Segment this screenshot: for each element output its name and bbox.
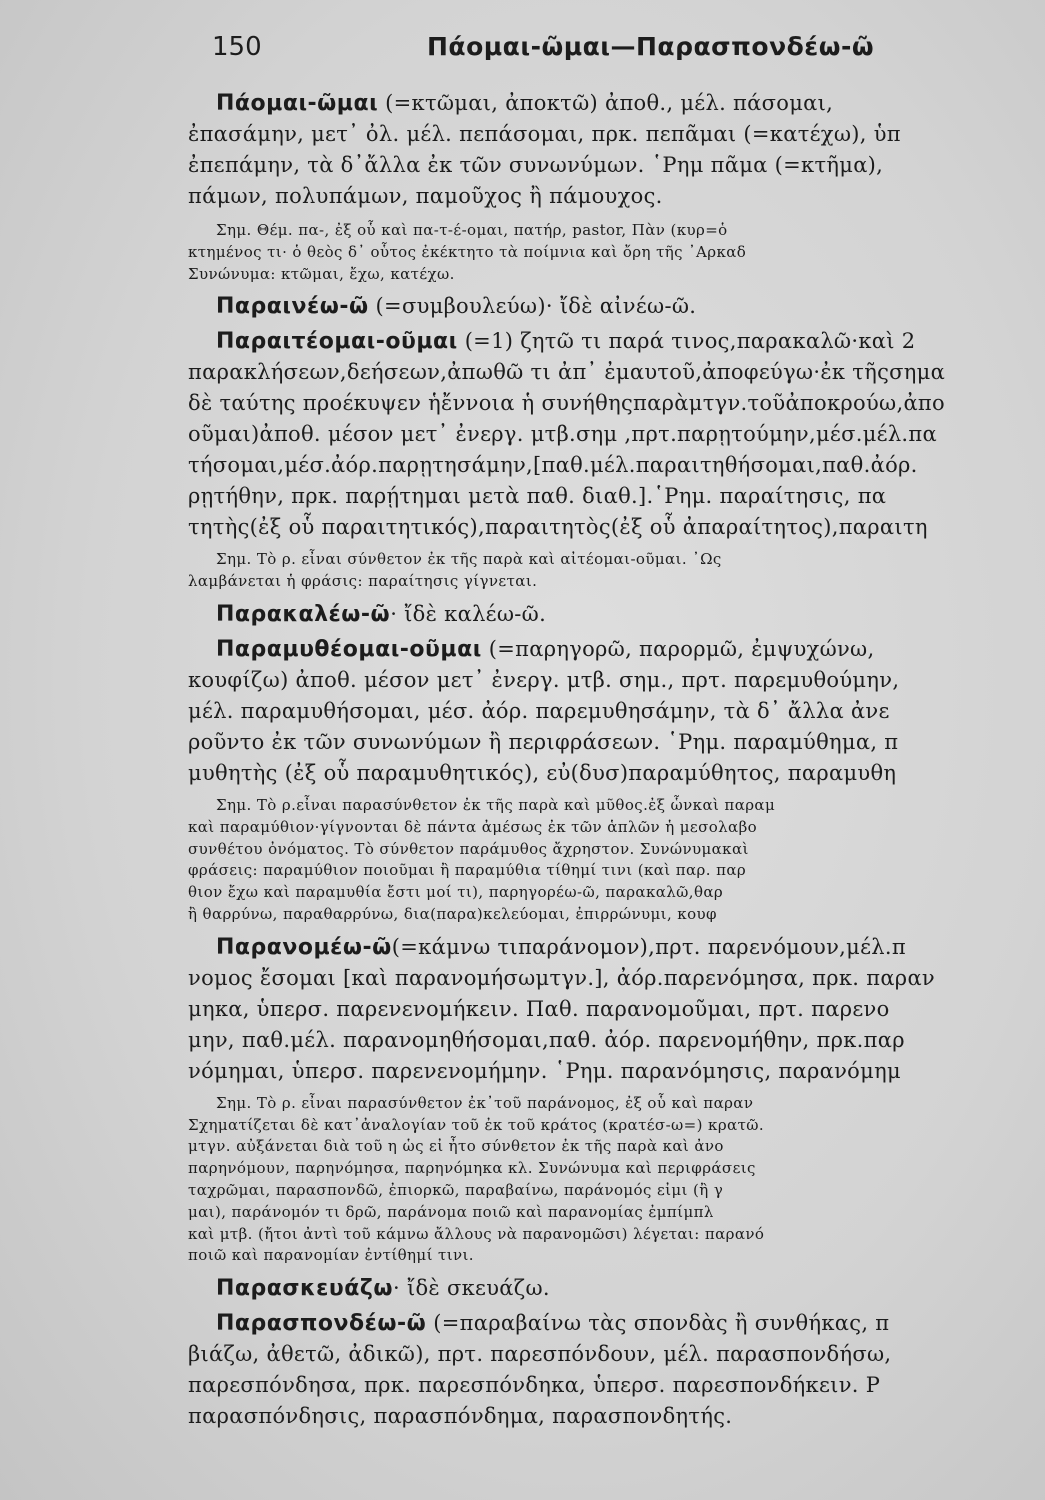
dictionary-entry — [188, 88, 1045, 212]
entry-line: ροῦντο ἐκ τῶν συνωνύμων ἢ περιφράσεων. ῾Ρημ. παραμύθημα, π — [188, 729, 899, 754]
note-line: ταχρῶμαι, παρασπονδῶ, ἐπιορκῶ, παραβαίνω, παράνομός εἰμι (ἢ γ — [188, 1180, 724, 1199]
note-line: παρηνόμουν, παρηνόμησα, παρηνόμηκα κλ. Συνώνυμα καὶ περιφράσεις — [188, 1159, 756, 1178]
note-line: Σημ. Τὸ ρ. εἶναι σύνθετον ἐκ τῆς παρὰ καὶ αἰτέομαι-οῦμαι. ᾽Ως — [216, 550, 722, 569]
dictionary-entry — [188, 1308, 1045, 1432]
entry-line: νομος ἔσομαι [καὶ παρανομήσωμτγν.], ἀόρ.παρενόμησα, πρκ. παραν — [188, 965, 935, 990]
running-head: Πάομαι-ῶμαι—Παρασπονδέω-ῶ — [427, 32, 875, 61]
headword: Παρακαλέω-ῶ — [216, 601, 391, 627]
entry-text: (=1) ζητῶ τι παρά τινος,παρακαλῶ·καὶ 2 — [457, 329, 916, 354]
entry-line: κουφίζω) ἀποθ. μέσον μετ᾽ ἐνεργ. μτβ. σημ., πρτ. παρεμυθούμην, — [188, 667, 900, 692]
note-line: καὶ μτβ. (ἤτοι ἀντὶ τοῦ κάμνω ἄλλους νὰ παρανομῶσι) λέγεται: παρανό — [188, 1224, 765, 1243]
entry-text: (=κάμνω τιπαράνομον),πρτ. παρενόμουν,μέλ.π — [391, 934, 906, 959]
note-line: μτγν. αὐξάνεται διὰ τοῦ η ὡς εἰ ἦτο σύνθετον ἐκ τῆς παρὰ καὶ ἀνο — [188, 1137, 724, 1156]
entry-line: τήσομαι,μέσ.ἀόρ.παρῃτησάμην,[παθ.μέλ.παραιτηθήσομαι,παθ.ἀόρ. — [188, 453, 918, 478]
note-line: φράσεις: παραμύθιον ποιοῦμαι ἢ παραμύθια τίθημί τινι (καὶ παρ. παρ — [188, 861, 747, 880]
entry-line: βιάζω, ἀθετῶ, ἀδικῶ), πρτ. παρεσπόνδουν, μέλ. παρασπονδήσω, — [188, 1342, 892, 1367]
note-line: Σημ. Τὸ ρ.εἶναι παρασύνθετον ἐκ τῆς παρὰ καὶ μῦθος.ἐξ ὧνκαὶ παραμ — [216, 795, 776, 814]
entry-line: παρεσπόνδησα, πρκ. παρεσπόνδηκα, ὑπερσ. παρεσπονδήκειν. Ρ — [188, 1373, 881, 1398]
headword: Παρασκευάζω — [216, 1276, 393, 1302]
dictionary-entry — [188, 932, 1045, 1087]
note-line: Σημ. Θέμ. πα-, ἐξ οὗ καὶ πα-τ-έ-ομαι, πατήρ, pastor, Πὰν (κυρ=ὁ — [216, 221, 728, 239]
entry-line: παρασπόνδησις, παρασπόνδημα, παρασπονδητής. — [188, 1404, 733, 1429]
headword: Πάομαι-ῶμαι — [216, 91, 379, 116]
entry-line: οῦμαι)ἀποθ. μέσον μετ᾽ ἐνεργ. μτβ.σημ ,πρτ.παρῃτούμην,μέσ.μέλ.πα — [188, 422, 937, 447]
note-line: ἢ θαρρύνω, παραθαρρύνω, δια(παρα)κελεύομαι, ἐπιρρώνυμι, κουφ — [188, 904, 717, 923]
page-body — [188, 84, 1045, 1484]
entry-line: νόμημαι, ὑπερσ. παρενενομήμην. ῾Ρημ. παρανόμησις, παρανόμημ — [188, 1058, 901, 1083]
headword: Παραινέω-ῶ — [216, 294, 369, 320]
entry-text: (=συμβουλεύω)· ἴδὲ αἰνέω-ῶ. — [368, 294, 697, 319]
page-number: 150 — [212, 32, 262, 62]
etymology-note — [188, 549, 1045, 593]
etymology-note — [188, 795, 1045, 926]
entry-line: μηκα, ὑπερσ. παρενενομήκειν. Παθ. παρανομοῦμαι, πρτ. παρενο — [188, 996, 890, 1021]
note-line: ποιῶ καὶ παρανομίαν ἐντίθημί τινι. — [188, 1246, 474, 1265]
entry-line: ἐπασάμην, μετ᾽ ὀλ. μέλ. πεπάσομαι, πρκ. πεπᾶμαι (=κατέχω), ὑπ — [188, 122, 901, 146]
dictionary-entry — [188, 291, 1045, 322]
entry-line: ρῃτήθην, πρκ. παρῄτημαι μετὰ παθ. διαθ.].῾Ρημ. παραίτησις, πα — [188, 484, 887, 509]
page-header — [212, 30, 1045, 66]
entry-line: μην, παθ.μέλ. παρανομηθήσομαι,παθ. ἀόρ. παρενομήθην, πρκ.παρ — [188, 1027, 905, 1052]
note-line: λαμβάνεται ἡ φράσις: παραίτησις γίγνεται. — [188, 572, 538, 591]
etymology-note — [188, 220, 1045, 285]
entry-line: ἐπεπάμην, τὰ δ᾽ἄλλα ἐκ τῶν συνωνύμων. ῾Ρημ πᾶμα (=κτῆμα), — [188, 153, 884, 177]
entry-line: δὲ ταύτης προέκυψεν ἡἔννοια ἡ συνήθηςπαρὰμτγν.τοῦἀποκρούω,ἀπο — [188, 391, 945, 416]
note-line: καὶ παραμύθιον·γίγνονται δὲ πάντα ἀμέσως ἐκ τῶν ἁπλῶν ἡ μεσολαβο — [188, 817, 758, 836]
note-line: μαι), παράνομόν τι δρῶ, παράνομα ποιῶ καὶ παρανομίας ἐμπίμπλ — [188, 1202, 714, 1221]
dictionary-entry — [188, 599, 1045, 630]
entry-text: (=παρηγορῶ, παρορμῶ, ἐμψυχώνω, — [481, 636, 875, 661]
note-line: Σχηματίζεται δὲ κατ᾽ἀναλογίαν τοῦ ἐκ τοῦ κράτος (κρατέσ-ω=) κρατῶ. — [188, 1115, 765, 1134]
entry-line: πάμων, πολυπάμων, παμοῦχος ἢ πάμουχος. — [188, 184, 663, 208]
note-line: Σημ. Τὸ ρ. εἶναι παρασύνθετον ἐκ᾽τοῦ παράνομος, ἐξ οὗ καὶ παραν — [216, 1093, 754, 1112]
entry-text: · ἴδὲ καλέω-ῶ. — [390, 601, 547, 626]
dictionary-entry — [188, 634, 1045, 789]
note-line: κτημένος τι· ὁ θεὸς δ᾽ οὗτος ἐκέκτητο τὰ ποίμνια καὶ ὄρη τῆς ᾽Αρκαδ — [188, 242, 747, 261]
note-line: θιον ἔχω καὶ παραμυθία ἔστι μοί τι), παρηγορέω-ῶ, παρακαλῶ,θαρ — [188, 883, 724, 902]
entry-text: (=παραβαίνω τὰς σπονδὰς ἢ συνθήκας, π — [426, 1311, 890, 1336]
headword: Παραιτέομαι-οῦμαι — [216, 329, 458, 355]
entry-line: παρακλήσεων,δεήσεων,ἀπωθῶ τι ἀπ᾽ ἐμαυτοῦ,ἀποφεύγω·ἐκ τῆςσημα — [188, 360, 946, 385]
entry-line: μυθητὴς (ἐξ οὗ παραμυθητικός), εὐ(δυσ)παραμύθητος, παραμυθη — [188, 760, 897, 785]
headword: Παραμυθέομαι-οῦμαι — [216, 636, 482, 662]
entry-line: τητὴς(ἐξ οὗ παραιτητικός),παραιτητὸς(ἐξ οὗ ἀπαραίτητος),παραιτη — [188, 515, 928, 540]
entry-text: · ἴδὲ σκευάζω. — [393, 1276, 550, 1301]
headword: Παρασπονδέω-ῶ — [216, 1311, 427, 1337]
note-line: Συνώνυμα: κτῶμαι, ἔχω, κατέχω. — [188, 264, 455, 283]
entry-line: μέλ. παραμυθήσομαι, μέσ. ἀόρ. παρεμυθησάμην, τὰ δ᾽ ἄλλα ἀνε — [188, 698, 890, 723]
entry-text: (=κτῶμαι, ἀποκτῶ) ἀποθ., μέλ. πάσομαι, — [378, 91, 834, 115]
dictionary-entry — [188, 1273, 1045, 1304]
dictionary-entry — [188, 326, 1045, 543]
note-line: συνθέτου ὀνόματος. Τὸ σύνθετον παράμυθος ἄχρηστον. Συνώνυμακαὶ — [188, 839, 749, 858]
headword: Παρανομέω-ῶ — [216, 934, 392, 960]
etymology-note — [188, 1093, 1045, 1267]
